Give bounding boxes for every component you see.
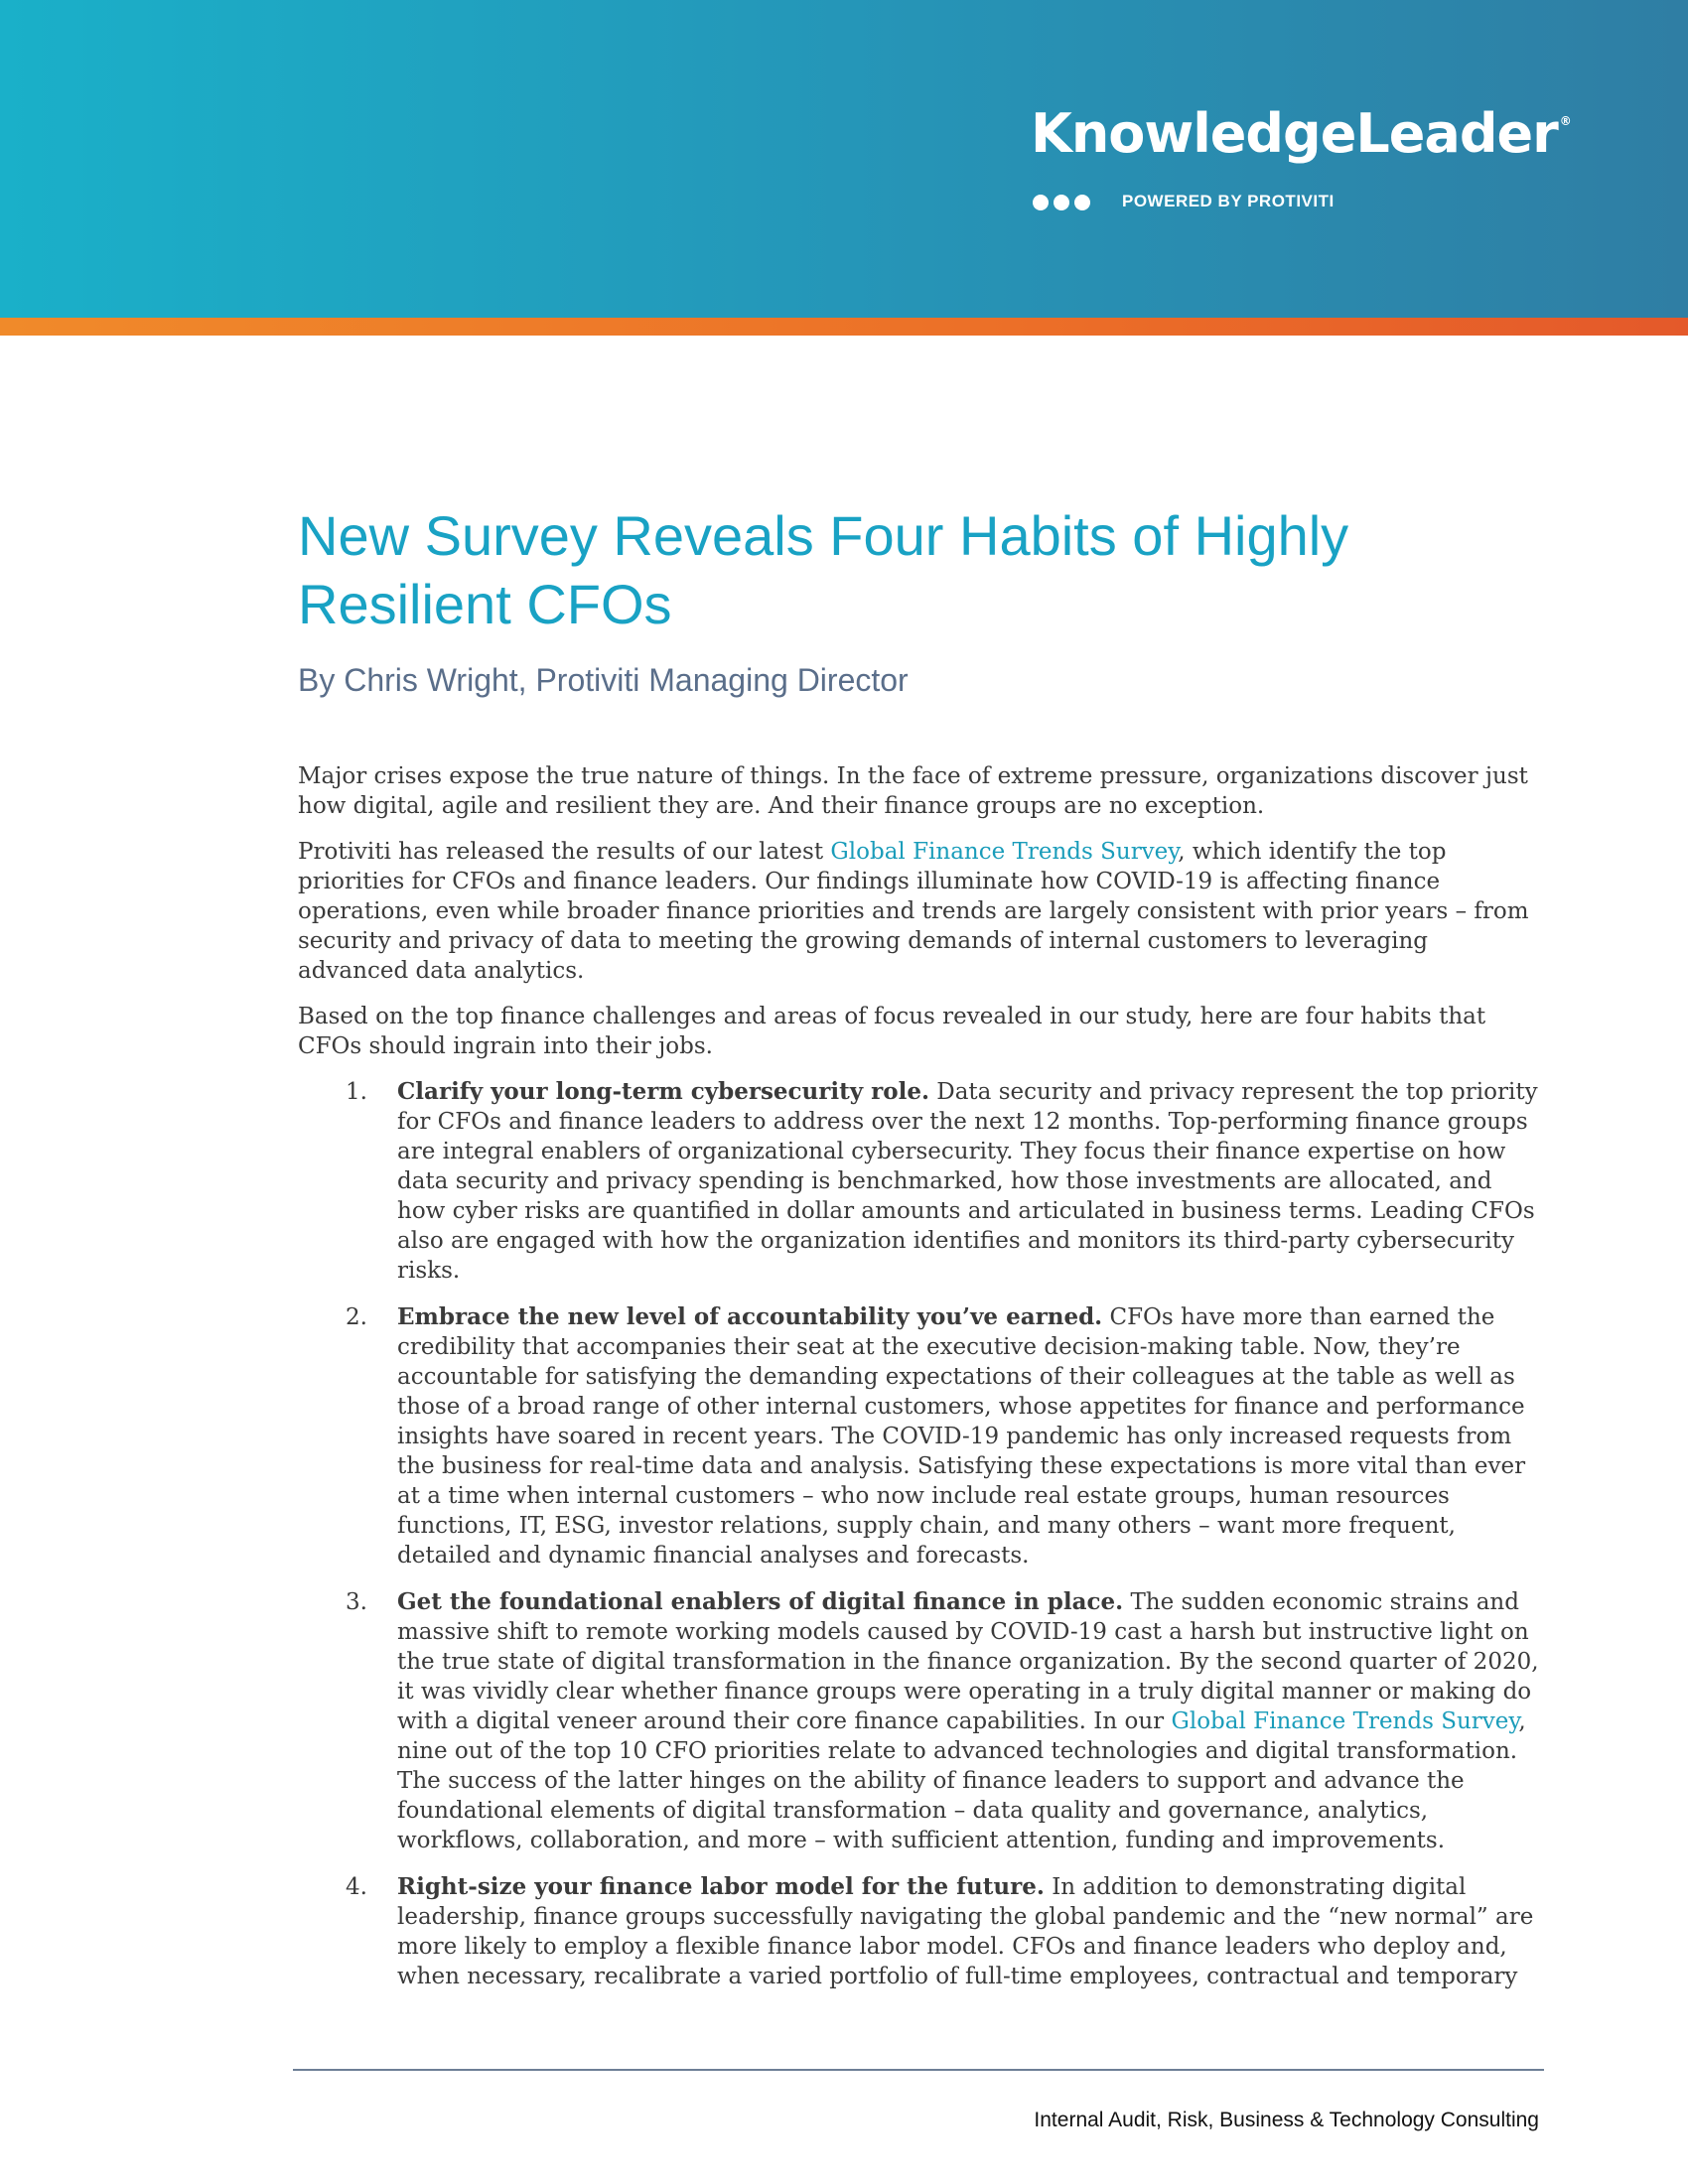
article-body <box>298 761 1539 1991</box>
habit-text: , nine out of the top 10 CFO priorities relate to advanced technologies and digital transformation. The success of the latter hinges on the ability of finance leaders to support and advance the foundational elements of digital transformation – data quality and governance, analytics, workflows, collaboration, and more – with sufficient attention, funding and improvements. <box>397 1708 1526 1853</box>
habit-text: In addition to demonstrating digital leadership, finance groups successfully navigating the global pandemic and the “new normal” are more likely to employ a flexible finance labor model. CFOs and finance leaders who deploy and, when necessary, recalibrate a varied portfolio of full-time employees, contractual and temporary <box>397 1874 1534 1989</box>
trademark-symbol: ® <box>1559 114 1571 128</box>
intro-paragraph-2 <box>298 837 1539 986</box>
dot-icon <box>1074 195 1090 210</box>
list-item <box>298 1302 1539 1570</box>
list-item <box>298 1587 1539 1855</box>
habit-lead: Clarify your long-term cybersecurity role. <box>397 1078 929 1105</box>
habit-lead: Embrace the new level of accountability you’ve earned. <box>397 1303 1103 1330</box>
intro-paragraph-3: Based on the top finance challenges and areas of focus revealed in our study, here are four habits that CFOs should ingrain into their jobs. <box>298 1004 1486 1059</box>
brand-dots-icon <box>1033 195 1095 214</box>
brand-tagline: POWERED BY PROTIVITI <box>1122 192 1335 210</box>
habit-lead: Get the foundational enablers of digital finance in place. <box>397 1588 1124 1615</box>
habit-text: The sudden economic strains and massive shift to remote working models caused by COVID-19 cast a harsh but instructive light on the true state of digital transformation in the finance organization. By the second quarter of 2020, it was vividly clear whether finance groups were operating in a truly digital manner or making do with a digital veneer around their core finance capabilities. In our <box>397 1589 1539 1734</box>
habit-text: Data security and privacy represent the top priority for CFOs and finance leaders to address over the next 12 months. Top-performing finance groups are integral enablers of organizational cybersecurity. They focus their finance expertise on how data security and privacy spending is benchmarked, how those investments are allocated, and how cyber risks are quantified in dollar amounts and articulated in business terms. Leading CFOs also are engaged with how the organization identifies and monitors its third-party cybersecurity risks. <box>397 1079 1538 1284</box>
dot-icon <box>1033 195 1049 210</box>
list-number: 2. <box>346 1304 367 1330</box>
article-title: New Survey Reveals Four Habits of Highly Resilient CFOs <box>298 504 1349 635</box>
header-accent-stripe <box>0 318 1688 336</box>
list-item <box>298 1077 1539 1286</box>
article <box>298 501 1539 2008</box>
intro-paragraph-1: Major crises expose the true nature of things. In the face of extreme pressure, organizations discover just how digital, agile and resilient they are. And their finance groups are no exception. <box>298 763 1528 819</box>
habit-lead: Right-size your finance labor model for the future. <box>397 1873 1045 1900</box>
brand-name: KnowledgeLeader <box>1031 102 1558 165</box>
dot-icon <box>1054 195 1069 210</box>
habits-list <box>298 1077 1539 1991</box>
habit-text: CFOs have more than earned the credibility that accompanies their seat at the executive decision-making table. Now, they’re accountable for satisfying the demanding expectations of their colleagues at the table as well as those of a broad range of other internal customers, whose appetites for finance and performance insights have soared in recent years. The COVID-19 pandemic has only increased requests from the business for real-time data and analysis. Satisfying these expectations is more vital than ever at a time when internal customers – who now include real estate groups, human resources functions, IT, ESG, investor relations, supply chain, and many others – want more frequent, detailed and dynamic financial analyses and forecasts. <box>397 1304 1526 1569</box>
footer-tagline: Internal Audit, Risk, Business & Technology Consulting <box>1034 2109 1539 2131</box>
list-number: 4. <box>346 1874 367 1900</box>
list-number: 3. <box>346 1589 367 1615</box>
article-byline: By Chris Wright, Protiviti Managing Director <box>298 662 909 698</box>
header-banner <box>0 0 1688 318</box>
list-item <box>298 1872 1539 1991</box>
global-finance-trends-survey-link[interactable]: Global Finance Trends Survey <box>830 839 1179 865</box>
intro-text: , which identify the top priorities for CFOs and finance leaders. Our findings illuminate how COVID-19 is affecting finance operations, even while broader finance priorities and trends are largely consistent with prior years – from security and privacy of data to meeting the growing demands of internal customers to leveraging advanced data analytics. <box>298 839 1529 984</box>
knowledgeleader-logo[interactable] <box>1031 102 1571 165</box>
global-finance-trends-survey-link[interactable]: Global Finance Trends Survey <box>1171 1708 1519 1734</box>
footer-divider <box>293 2069 1544 2071</box>
intro-text: Protiviti has released the results of our latest <box>298 839 831 865</box>
list-number: 1. <box>346 1079 367 1105</box>
